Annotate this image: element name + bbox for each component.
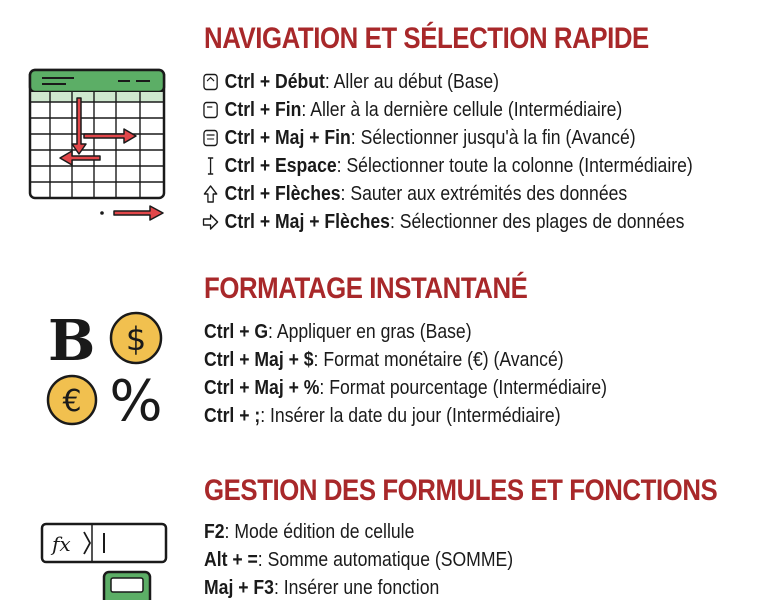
formula-bar-illustration xyxy=(40,520,190,600)
shortcut-description: : Insérer la date du jour (Intermédiaire) xyxy=(260,404,561,427)
shortcut-description: : Sélectionner jusqu'à la fin (Avancé) xyxy=(350,126,636,149)
list-item xyxy=(200,152,693,180)
shortcut-keys: Maj + F3 xyxy=(204,576,274,599)
list-item xyxy=(204,402,607,430)
svg-text:$: $ xyxy=(125,320,147,358)
list-item xyxy=(200,208,693,236)
shortcut-keys: Ctrl + Espace xyxy=(224,154,337,177)
formatting-shortcut-list xyxy=(204,318,662,430)
function-icon: fx xyxy=(52,532,71,556)
shortcut-description: : Sélectionner des plages de données xyxy=(389,210,685,233)
shortcut-description: : Aller à la dernière cellule (Intermédiaire) xyxy=(301,98,623,121)
text-cursor-icon xyxy=(200,155,221,177)
shortcut-keys: Ctrl + ; xyxy=(204,404,261,427)
shortcut-keys: Ctrl + Flèches xyxy=(224,182,341,205)
shortcut-keys: Ctrl + G xyxy=(204,320,269,343)
percent-icon: % xyxy=(109,369,163,428)
list-item xyxy=(200,124,693,152)
shortcut-description: : Format pourcentage (Intermédiaire) xyxy=(319,376,608,399)
section-title-formulas: GESTION DES FORMULES ET FONCTIONS xyxy=(204,474,718,507)
formatting-illustration xyxy=(44,308,184,428)
shortcut-description: : Sauter aux extrémités des données xyxy=(340,182,628,205)
shortcut-description: : Appliquer en gras (Base) xyxy=(268,320,472,343)
shortcut-keys: F2 xyxy=(204,520,225,543)
list-item xyxy=(204,346,607,374)
shortcut-description: : Format monétaire (€) (Avancé) xyxy=(313,348,564,371)
end-key-icon xyxy=(200,99,221,121)
shortcut-description: : Mode édition de cellule xyxy=(224,520,415,543)
list-item xyxy=(200,180,693,208)
section-title-navigation: NAVIGATION ET SÉLECTION RAPIDE xyxy=(204,22,649,55)
list-item xyxy=(204,374,607,402)
shortcut-keys: Alt + = xyxy=(204,548,258,571)
right-arrow-outline-icon xyxy=(200,211,221,233)
shortcut-keys: Ctrl + Maj + Fin xyxy=(224,126,351,149)
list-item xyxy=(204,574,513,602)
list-item xyxy=(204,546,513,574)
list-item xyxy=(204,318,607,346)
svg-text:€: € xyxy=(62,384,82,419)
navigation-shortcut-list xyxy=(200,68,760,236)
up-arrow-outline-icon xyxy=(200,183,221,205)
shift-end-key-icon xyxy=(200,127,221,149)
shortcut-description: : Insérer une fonction xyxy=(273,576,440,599)
shortcut-description: : Sélectionner toute la colonne (Intermédiaire) xyxy=(336,154,693,177)
list-item xyxy=(204,518,513,546)
shortcut-keys: Ctrl + Maj + Flèches xyxy=(224,210,390,233)
shortcut-description: : Somme automatique (SOMME) xyxy=(257,548,514,571)
shortcut-keys: Ctrl + Maj + % xyxy=(204,376,320,399)
list-item xyxy=(200,68,693,96)
shortcut-keys: Ctrl + Maj + $ xyxy=(204,348,314,371)
home-key-icon xyxy=(200,71,221,93)
spreadsheet-navigation-illustration xyxy=(22,66,192,226)
dollar-coin-icon xyxy=(111,313,161,363)
shortcut-description: : Aller au début (Base) xyxy=(324,70,500,93)
bold-letter-icon: B xyxy=(48,308,96,374)
shortcut-keys: Ctrl + Fin xyxy=(224,98,302,121)
section-title-formatting: FORMATAGE INSTANTANÉ xyxy=(204,272,528,305)
formula-shortcut-list xyxy=(204,518,555,602)
calculator-icon xyxy=(104,572,150,600)
euro-coin-icon xyxy=(48,376,96,424)
shortcut-keys: Ctrl + Début xyxy=(224,70,325,93)
list-item xyxy=(200,96,693,124)
